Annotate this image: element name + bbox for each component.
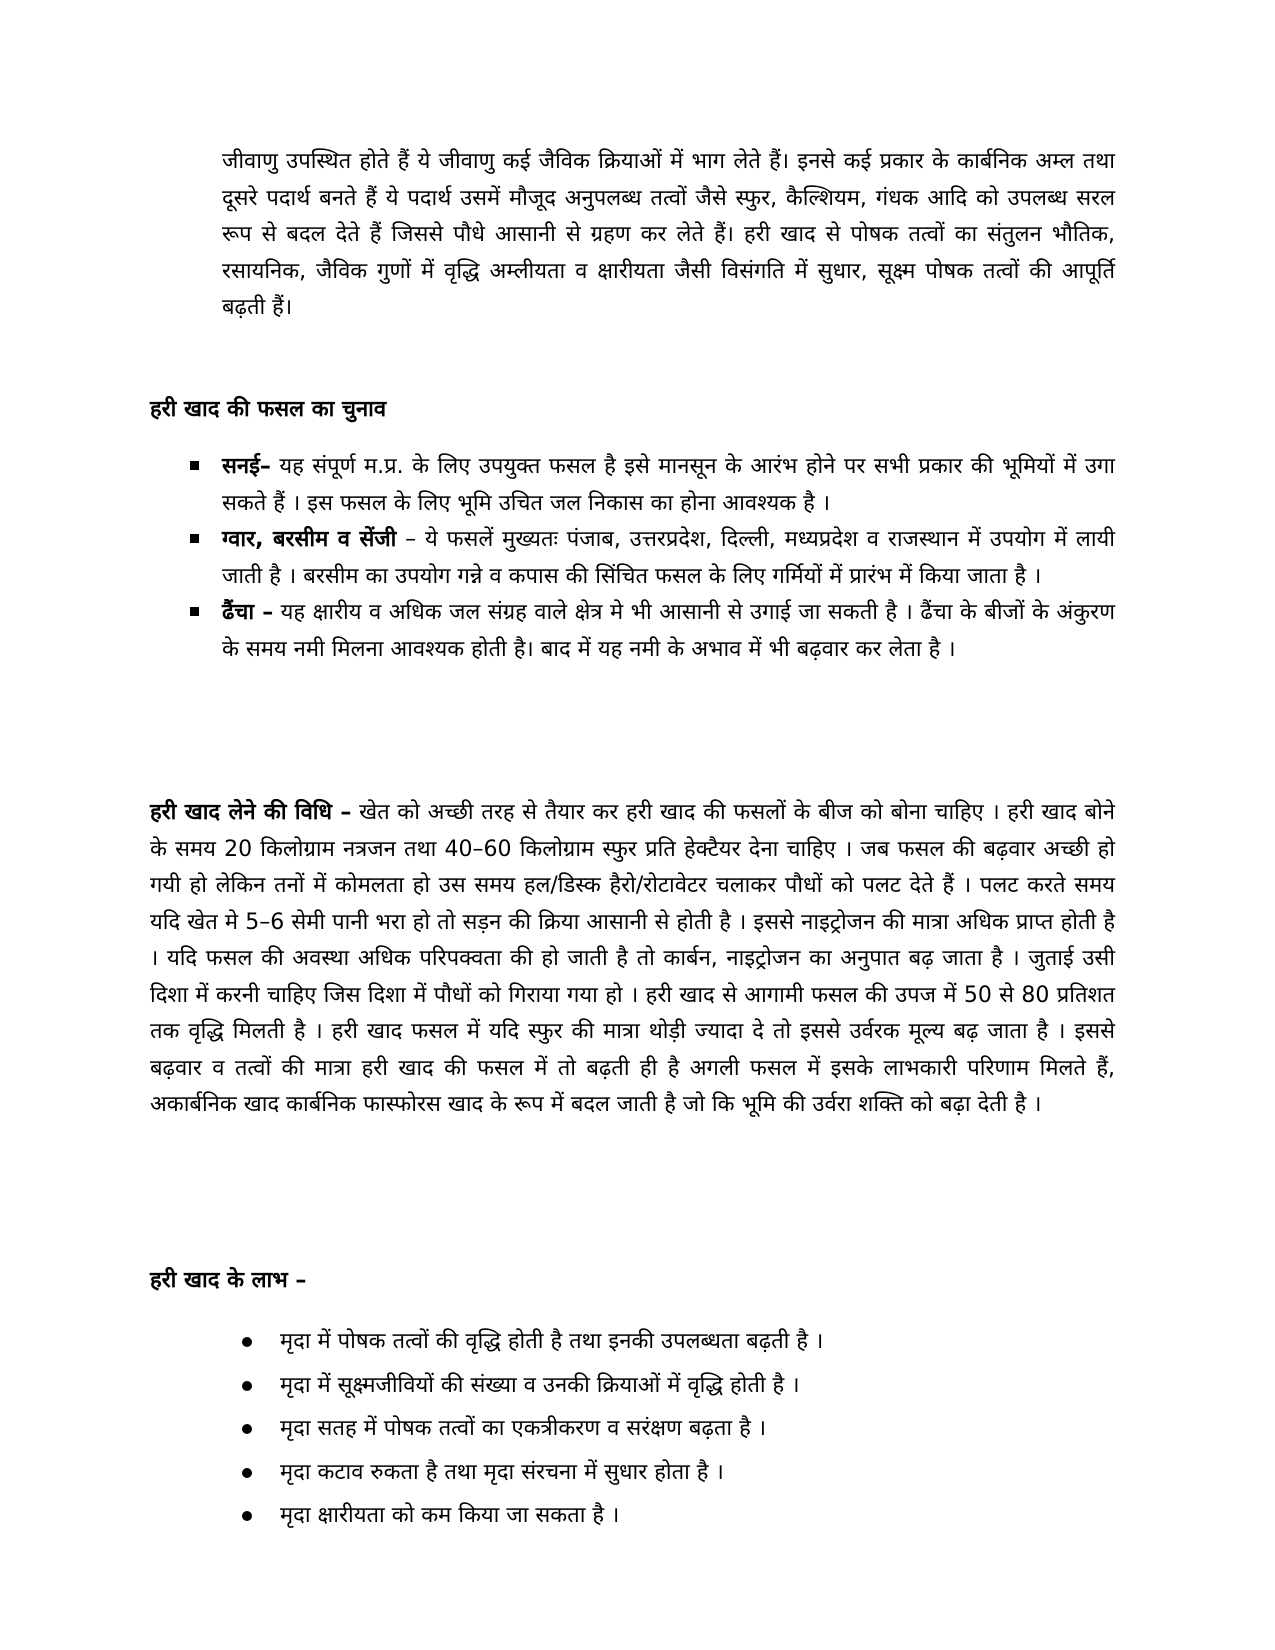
square-bullet-icon xyxy=(190,461,199,470)
list-item xyxy=(190,449,1115,522)
round-bullet-icon xyxy=(242,1337,252,1347)
benefit-text: मृदा में पोषक तत्वों की वृद्धि होती है तथा इनकी उपलब्धता बढ़ती है । xyxy=(280,1329,824,1354)
crop-description: यह क्षारीय व अधिक जल संग्रह वाले क्षेत्र मे भी आसानी से उगाई जा सकती है । ढैंचा के बीजों के अंकुरण के समय नमी मिलना आवश्यक होती है। बाद में यह नमी के अभाव में भी बढ़वार कर लेता है । xyxy=(222,600,1116,662)
list-item xyxy=(240,1451,1000,1495)
benefit-text: मृदा सतह में पोषक तत्वों का एकत्रीकरण व सरंक्षण बढ़ता है । xyxy=(280,1416,767,1441)
method-paragraph xyxy=(150,795,1115,1124)
benefits-heading: हरी खाद के लाभ – xyxy=(150,1268,307,1293)
list-item xyxy=(190,522,1115,595)
list-item xyxy=(240,1407,1000,1451)
square-bullet-icon xyxy=(190,607,199,616)
crop-term: ग्वार, बरसीम व सेंजी xyxy=(222,527,397,552)
list-item xyxy=(240,1494,1000,1538)
intro-paragraph: जीवाणु उपस्थित होते हैं ये जीवाणु कई जैविक क्रियाओं में भाग लेते हैं। इनसे कई प्रकार के कार्बनिक अम्ल तथा दूसरे पदार्थ बनते हैं ये पदार्थ उसमें मौजूद अनुपलब्ध तत्वों जैसे स्फुर, कैल्शियम, गंधक आदि को उपलब्ध सरल रूप से बदल देते हैं जिससे पौधे आसानी से ग्रहण कर लेते हैं। हरी खाद से पोषक तत्वों का संतुलन भौतिक, रसायनिक, जैविक गुणों में वृद्धि अम्लीयता व क्षारीयता जैसी विसंगति में सुधार, सूक्ष्म पोषक तत्वों की आपूर्ति बढ़ती हैं। xyxy=(222,149,1115,320)
benefit-text: मृदा में सूक्ष्मजीवियों की संख्या व उनकी क्रियाओं में वृद्धि होती है । xyxy=(280,1372,800,1398)
crop-description: यह संपूर्ण म.प्र. के लिए उपयुक्त फसल है इसे मानसून के आरंभ होने पर सभी प्रकार की भूमियों में उगा सकते हैं । इस फसल के लिए भूमि उचित जल निकास का होना आवश्यक है । xyxy=(222,454,1115,516)
crop-term: ढैंचा – xyxy=(222,600,274,625)
crop-list xyxy=(190,449,1115,668)
benefit-text: मृदा कटाव रुकता है तथा मृदा संरचना में सुधार होता है । xyxy=(280,1459,724,1485)
round-bullet-icon xyxy=(242,1468,252,1478)
square-bullet-icon xyxy=(190,534,199,543)
list-item xyxy=(190,595,1115,668)
method-heading: हरी खाद लेने की विधि – xyxy=(150,800,352,825)
crop-description: – ये फसलें मुख्यतः पंजाब, उत्तरप्रदेश, दिल्ली, मध्यप्रदेश व राजस्थान में उपयोग में लायी जाती है । बरसीम का उपयोग गन्ने व कपास की सिंचित फसल के लिए गर्मियों में प्रारंभ में किया जाता है । xyxy=(222,527,1116,589)
round-bullet-icon xyxy=(242,1381,252,1391)
round-bullet-icon xyxy=(242,1511,252,1521)
round-bullet-icon xyxy=(242,1424,252,1434)
list-item xyxy=(240,1320,1000,1364)
crop-selection-heading: हरी खाद की फसल का चुनाव xyxy=(150,397,387,422)
list-item xyxy=(240,1364,1000,1408)
benefit-text: मृदा क्षारीयता को कम किया जा सकता है । xyxy=(280,1503,620,1528)
crop-term: सनई– xyxy=(222,454,271,479)
method-text: खेत को अच्छी तरह से तैयार कर हरी खाद की फसलों के बीज को बोना चाहिए । हरी खाद बोने के समय 20 किलोग्राम नत्रजन तथा 40–60 किलोग्राम स्फुर प्रति हेक्टैयर देना चाहिए । जब फसल की बढ़वार अच्छी हो गयी हो लेकिन तनों में कोमलता हो उस समय हल/डिस्क हैरो/रोटावेटर चलाकर पौधों को पलट देते हैं । पलट करते समय यदि खेत मे 5–6 सेमी पानी भरा हो तो सड़न की क्रिया आसानी से होती है । इससे नाइट्रोजन की मात्रा अधिक प्राप्त होती है । यदि फसल की अवस्था अधिक परिपक्वता की हो जाती है तो कार्बन, नाइट्रोजन का अनुपात बढ़ जाता है । जुताई उसी दिशा में करनी चाहिए जिस दिशा में पौधों को गिराया गया हो । हरी खाद से आगामी फसल की उपज में 50 से 80 प्रतिशत तक वृद्धि मिलती है । हरी खाद फसल में यदि स्फुर की मात्रा थोड़ी ज्यादा दे तो इससे उर्वरक मूल्य बढ़ जाता है । इससे बढ़वार व तत्वों की मात्रा हरी खाद की फसल में तो बढ़ती ही है अगली फसल में इसके लाभकारी परिणाम मिलते हैं, अकार्बनिक खाद कार्बनिक फास्फोरस खाद के रूप में बदल जाती है जो कि भूमि की उर्वरा शक्ति को बढ़ा देती है । xyxy=(150,800,1115,1117)
benefits-list xyxy=(240,1320,1000,1538)
